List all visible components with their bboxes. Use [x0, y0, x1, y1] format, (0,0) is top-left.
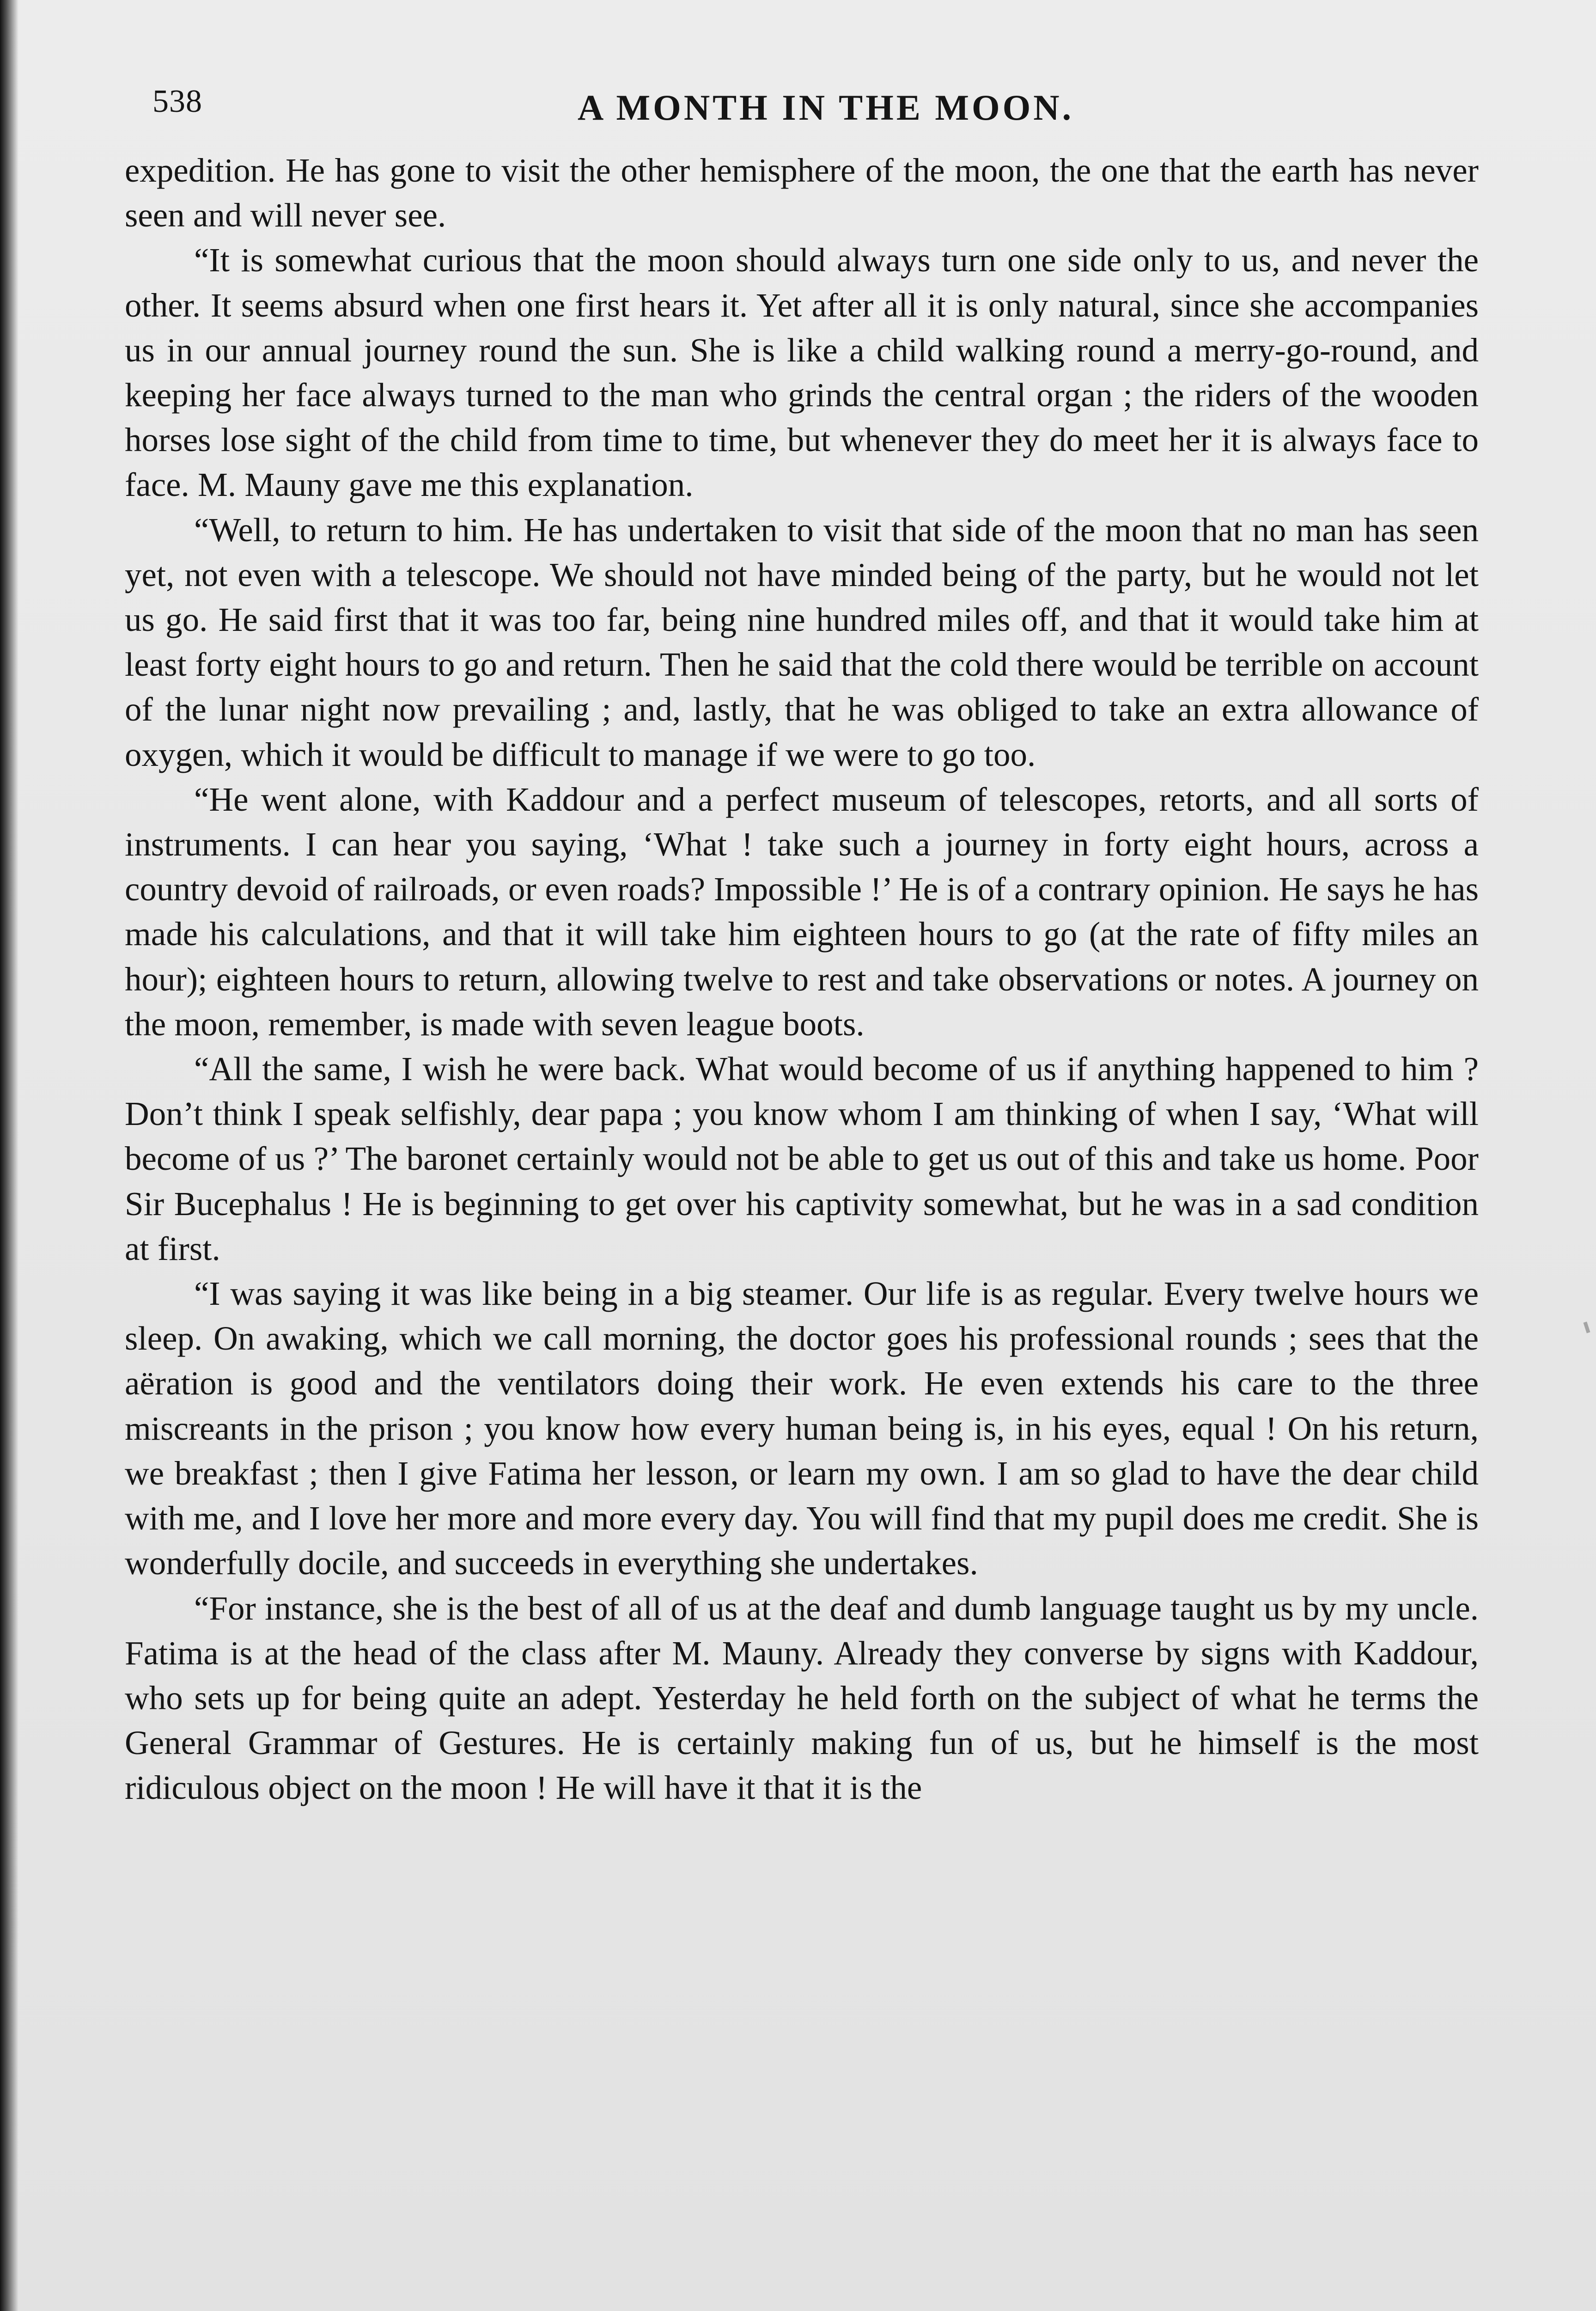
page-header — [152, 78, 1469, 142]
running-head-title: A MONTH IN THE MOON. — [578, 87, 1074, 128]
paragraph-7: “For instance, she is the best of all of us at the deaf and dumb language taught us by my uncle. Fatima is at the head of the class after M. Mauny. Already they converse by signs with Kaddour, who sets up for being quite an adept. Yesterday he held forth on the subject of what he terms the General Grammar of Gestures. He is certainly making fun of us, but he himself is the most ridiculous object on the moon ! He will have it that it is the — [125, 1589, 1479, 1807]
page-number: 538 — [152, 84, 202, 119]
paragraph-3: “Well, to return to him. He has undertaken to visit that side of the moon that no man has seen yet, not even with a telescope. We should not have minded being of the party, but he would not let us go. He said first that it was too far, being nine hundred miles off, and that it would take him at least forty eight hours to go and return. Then he said that the cold there would be terrible on account of the lunar night now prevailing ; and, lastly, that he was obliged to take an extra allowance of oxygen, which it would be difficult to manage if we were to go too. — [125, 511, 1479, 773]
paragraph-5: “All the same, I wish he were back. What would become of us if anything happened to him ? Don’t think I speak selfishly, dear papa ; you know whom I am thinking of when I say, ‘What will become of us ?’ The baronet certainly would not be able to get us out of this and take us home. Poor Sir Bucephalus ! He is beginning to get over his captivity somewhat, but he was in a sad condition at first. — [125, 1050, 1479, 1267]
paragraph-1: expedition. He has gone to visit the other hemisphere of the moon, the one that the earth has never seen and will never see. — [125, 152, 1479, 234]
paragraph-2: “It is somewhat curious that the moon should always turn one side only to us, and never the other. It seems absurd when one first hears it. Yet after all it is only natural, since she accompanies us in our annual journey round the sun. She is like a child walking round a merry-go-round, and keeping her face always turned to the man who grinds the central organ ; the riders of the wooden horses lose sight of the child from time to time, but whenever they do meet her it is always face to face. M. Mauny gave me this explanation. — [125, 241, 1479, 504]
scan-edge-shadow — [0, 0, 18, 2311]
scan-speck — [1583, 1321, 1590, 1333]
body-text — [125, 148, 1479, 1810]
paragraph-4: “He went alone, with Kaddour and a perfect museum of telescopes, retorts, and all sorts of instruments. I can hear you saying, ‘What ! take such a journey in forty eight hours, across a country devoid of railroads, or even roads? Impossible !’ He is of a contrary opinion. He says he has made his calculations, and that it will take him eighteen hours to go (at the rate of fifty miles an hour); eighteen hours to return, allowing twelve to rest and take observations or notes. A journey on the moon, remember, is made with seven league boots. — [125, 780, 1479, 1043]
paragraph-6: “I was saying it was like being in a big steamer. Our life is as regular. Every twelve hours we sleep. On awaking, which we call morning, the doctor goes his professional rounds ; sees that the aëration is good and the ventilators doing their work. He even extends his care to the three miscreants in the prison ; you know how every human being is, in his eyes, equal ! On his return, we breakfast ; then I give Fatima her lesson, or learn my own. I am so glad to have the dear child with me, and I love her more and more every day. You will find that my pupil does me credit. She is wonderfully docile, and succeeds in everything she undertakes. — [125, 1275, 1479, 1582]
